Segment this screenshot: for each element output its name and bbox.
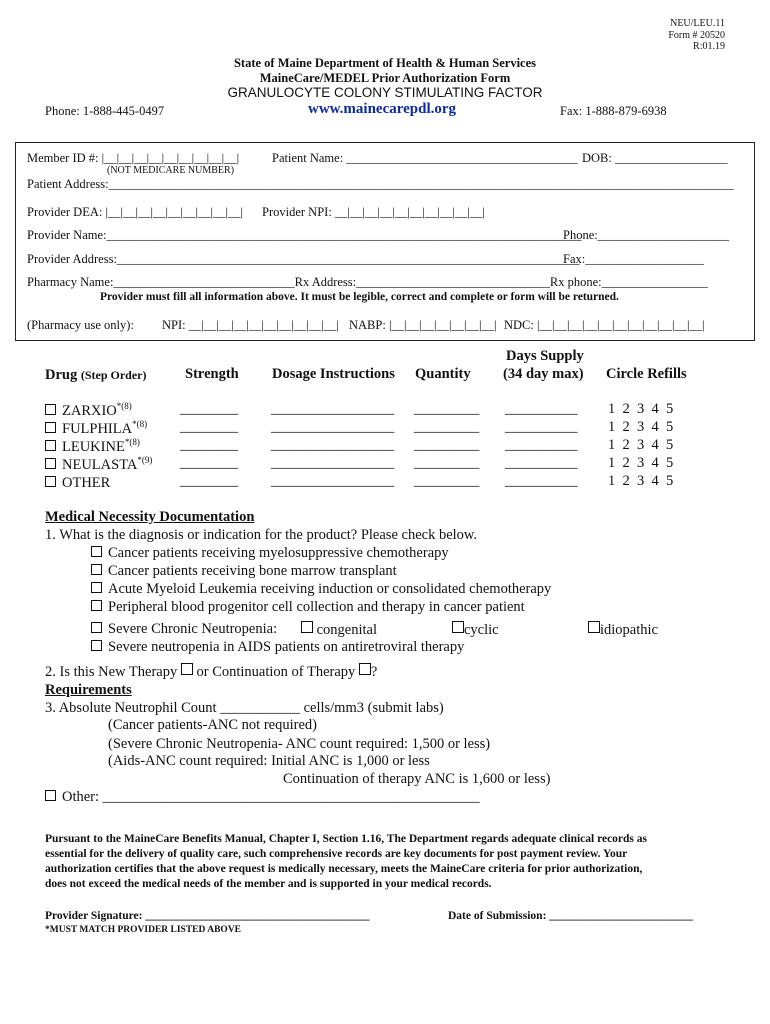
dx-option-pbpc[interactable]: Peripheral blood progenitor cell collection and therapy in cancer patient [91, 599, 525, 616]
strength-header: Strength [185, 366, 239, 382]
dx-option-scn[interactable]: Severe Chronic Neutropenia: [91, 621, 277, 638]
form-code-line3: R:01.19 [693, 41, 725, 52]
drug-checkbox-fulphila[interactable]: FULPHILA$^{*(8)}$ [45, 419, 147, 438]
phone-number: Phone: 1-888-445-0497 [45, 104, 165, 118]
scn-congenital-checkbox[interactable]: congenital [301, 621, 377, 639]
form-code-line2: Form # 20520 [668, 29, 725, 41]
anc-note-continuation: Continuation of therapy ANC is 1,600 or less) [283, 771, 551, 787]
fax-number: Fax: 1-888-879-6938 [560, 104, 667, 118]
scn-cyclic-checkbox[interactable]: cyclic [452, 621, 499, 639]
anc-note-scn: (Severe Chronic Neutropenia- ANC count required: 1,500 or less) [108, 736, 491, 752]
website-link[interactable]: www.mainecarepdl.org [308, 101, 457, 117]
drug-header [45, 367, 147, 384]
provider-npi-field[interactable]: Provider NPI: __|__|__|__|__|__|__|__|__|__| [262, 205, 485, 219]
table-row [45, 455, 725, 473]
anc-note-aids: (Aids-ANC count required: Initial ANC is 1,000 or less [108, 753, 430, 769]
patient-address-field[interactable]: Patient Address:____________________________________________________________________________________________________ [27, 177, 734, 191]
necessity-heading: Medical Necessity Documentation [45, 509, 255, 525]
submission-date-field[interactable]: Date of Submission: _________________________ [448, 910, 694, 922]
not-medicare-note: (NOT MEDICARE NUMBER) [107, 165, 235, 176]
provider-fax-field[interactable]: Fax:___________________ [563, 252, 704, 266]
completion-notice: Provider must fill all information above. It must be legible, correct and complete or form will be returned. [100, 291, 619, 303]
form-code [668, 18, 725, 53]
dosage-blank[interactable]: _________________ [271, 455, 395, 471]
drug-checkbox-other[interactable]: OTHER [45, 473, 110, 492]
dosage-header: Dosage Instructions [272, 366, 395, 382]
quantity-blank[interactable]: _________ [414, 473, 480, 489]
attestation-line4: does not exceed the medical needs of the member and is supported in your medical records. [45, 878, 492, 890]
pharmacy-field[interactable]: Pharmacy Name:_____________________________Rx Address:_______________________________Rx phone:_________________ [27, 275, 708, 289]
dept-title: State of Maine Department of Health & Human Services [233, 56, 537, 70]
dob-field[interactable]: DOB: __________________ [582, 151, 728, 165]
days-supply-header: Days Supply [506, 348, 584, 364]
quantity-header: Quantity [415, 366, 471, 382]
provider-name-field[interactable]: Provider Name:____________________________________________________________________________ [27, 228, 582, 242]
attestation-line3: authorization certifies that the above request is medically necessary, meets the MaineCare criteria for prior authorization, [45, 863, 643, 875]
nabp-field[interactable]: NABP: |__|__|__|__|__|__|__| [349, 318, 497, 332]
days-blank[interactable]: __________ [505, 473, 578, 489]
quantity-blank[interactable]: _________ [414, 401, 480, 417]
form-title: MaineCare/MEDEL Prior Authorization Form [259, 71, 511, 85]
dx-option-aml[interactable]: Acute Myeloid Leukemia receiving induction or consolidated chemotherapy [91, 581, 551, 598]
step-order-label: (Step Order) [80, 368, 147, 382]
days-blank[interactable]: __________ [505, 401, 578, 417]
quantity-blank[interactable]: _________ [414, 419, 480, 435]
provider-signature-field[interactable]: Provider Signature: _______________________________________ [45, 910, 370, 922]
refills-header: Circle Refills [606, 366, 687, 382]
dosage-blank[interactable]: _________________ [271, 437, 395, 453]
drug-class-title: GRANULOCYTE COLONY STIMULATING FACTOR [227, 85, 543, 100]
refill-options[interactable]: 1 2 3 4 5 [608, 401, 674, 417]
days-blank[interactable]: __________ [505, 455, 578, 471]
days-max-header: (34 day max) [503, 366, 584, 382]
drug-checkbox-zarxio[interactable]: ZARXIO$^{*(8)}$ [45, 401, 132, 420]
drug-table [45, 401, 725, 491]
strength-blank[interactable]: ________ [180, 473, 238, 489]
member-id-field[interactable]: Member ID #: |__|__|__|__|__|__|__|__|__| [27, 151, 240, 165]
continuation-checkbox[interactable] [359, 663, 371, 675]
anc-field[interactable]: 3. Absolute Neutrophil Count ___________ cells/mm3 (submit labs) [45, 700, 444, 716]
drug-checkbox-leukine[interactable]: LEUKINE$^{*(8)}$ [45, 437, 140, 456]
ndc-field[interactable]: NDC: |__|__|__|__|__|__|__|__|__|__|__| [504, 318, 705, 332]
drug-header-label: Drug [45, 367, 78, 383]
table-row [45, 473, 725, 491]
pharmacy-use-label: (Pharmacy use only): [27, 318, 134, 332]
strength-blank[interactable]: ________ [180, 455, 238, 471]
days-blank[interactable]: __________ [505, 419, 578, 435]
form-code-line1: NEU/LEU.11 [670, 18, 725, 29]
strength-blank[interactable]: ________ [180, 419, 238, 435]
attestation-line2: essential for the delivery of quality care, such comprehensive records are key documents for post payment review. Your [45, 848, 628, 860]
table-row [45, 419, 725, 437]
dosage-blank[interactable]: _________________ [271, 419, 395, 435]
drug-checkbox-neulasta[interactable]: NEULASTA$^{*(9)}$ [45, 455, 152, 474]
provider-dea-field[interactable]: Provider DEA: |__|__|__|__|__|__|__|__|__| [27, 205, 243, 219]
other-field[interactable]: Other: ____________________________________________________ [45, 789, 480, 806]
anc-note-cancer: (Cancer patients-ANC not required) [108, 717, 317, 733]
patient-name-field[interactable]: Patient Name: _____________________________________ [272, 151, 578, 165]
strength-blank[interactable]: ________ [180, 437, 238, 453]
must-match-note: *MUST MATCH PROVIDER LISTED ABOVE [45, 925, 242, 935]
refill-options[interactable]: 1 2 3 4 5 [608, 455, 674, 471]
dx-option-aids[interactable]: Severe neutropenia in AIDS patients on antiretroviral therapy [91, 639, 464, 656]
dx-option-bone-marrow[interactable]: Cancer patients receiving bone marrow transplant [91, 563, 397, 580]
quantity-blank[interactable]: _________ [414, 437, 480, 453]
refill-options[interactable]: 1 2 3 4 5 [608, 419, 674, 435]
scn-idiopathic-checkbox[interactable]: idiopathic [588, 621, 658, 639]
provider-phone-field[interactable]: Phone:_____________________ [563, 228, 729, 242]
provider-address-field[interactable]: Provider Address:__________________________________________________________________________ [27, 252, 580, 266]
days-blank[interactable]: __________ [505, 437, 578, 453]
dx-option-myelosuppressive[interactable]: Cancer patients receiving myelosuppressive chemotherapy [91, 545, 449, 562]
dosage-blank[interactable]: _________________ [271, 401, 395, 417]
pharmacy-npi-field[interactable]: NPI: __|__|__|__|__|__|__|__|__|__| [162, 318, 339, 332]
table-row [45, 437, 725, 455]
refill-options[interactable]: 1 2 3 4 5 [608, 437, 674, 453]
table-row [45, 401, 725, 419]
refill-options[interactable]: 1 2 3 4 5 [608, 473, 674, 489]
quantity-blank[interactable]: _________ [414, 455, 480, 471]
therapy-question: 2. Is this New Therapy or Continuation of Therapy ? [45, 664, 378, 680]
diagnosis-question: 1. What is the diagnosis or indication for the product? Please check below. [45, 527, 478, 543]
attestation-line1: Pursuant to the MaineCare Benefits Manual, Chapter I, Section 1.16, The Department regards adequate clinical records as [45, 833, 648, 845]
new-therapy-checkbox[interactable] [181, 663, 193, 675]
dosage-blank[interactable]: _________________ [271, 473, 395, 489]
requirements-heading: Requirements [45, 682, 132, 698]
strength-blank[interactable]: ________ [180, 401, 238, 417]
